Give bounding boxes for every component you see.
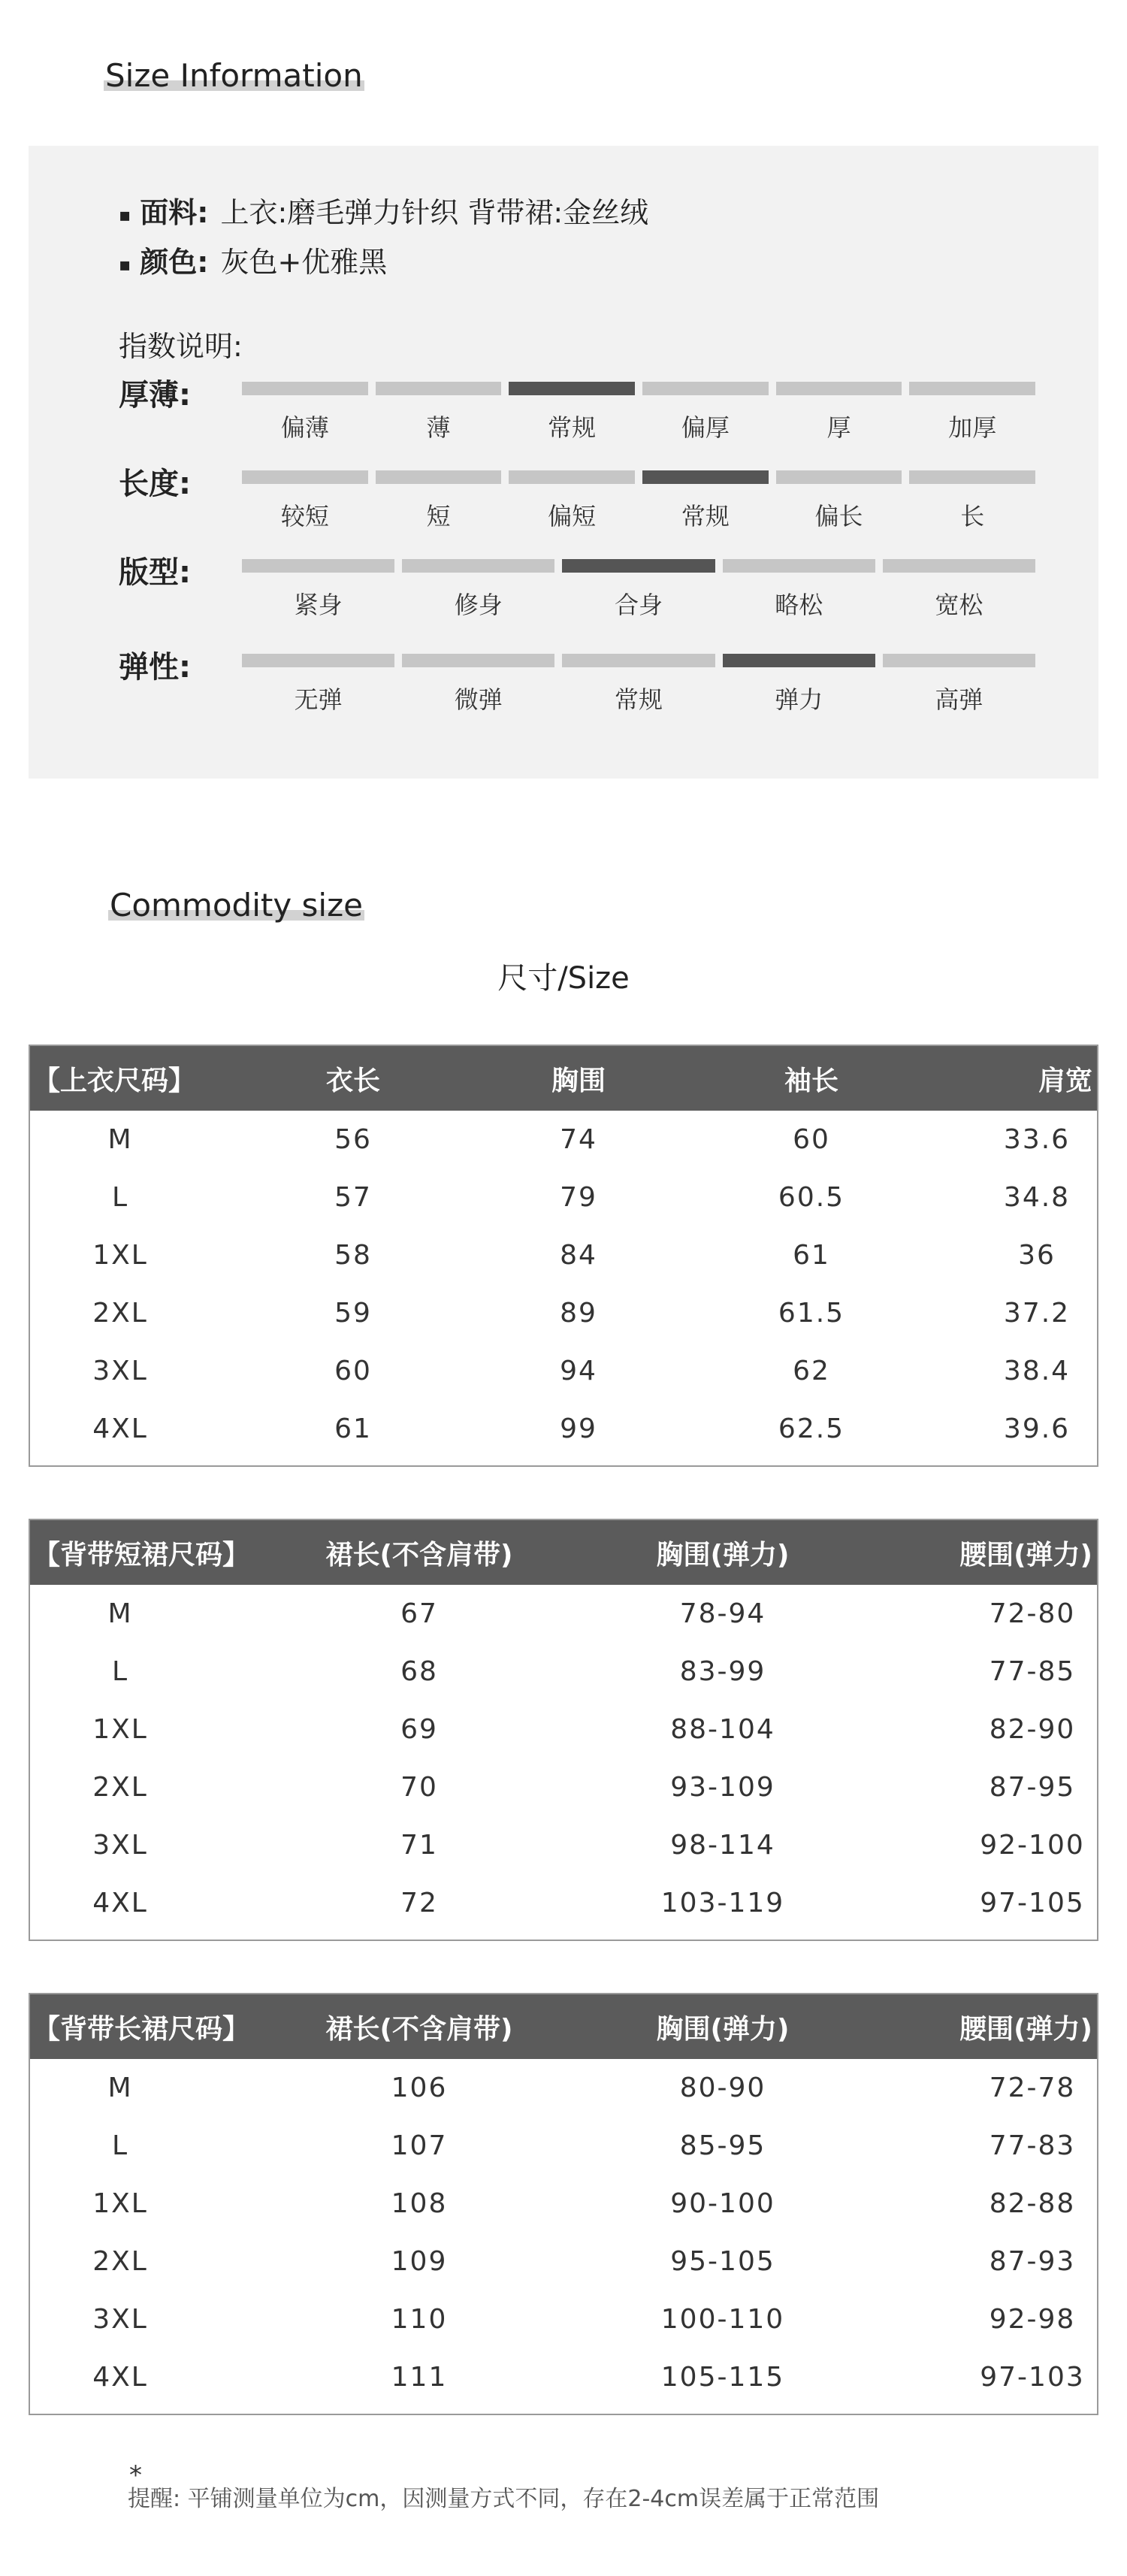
table-row xyxy=(30,1585,1097,1643)
table-cell: L xyxy=(111,1182,129,1213)
fabric-value: 上衣:磨毛弹力针织 背带裙:金丝绒 xyxy=(220,196,649,229)
index-row xyxy=(119,643,1035,718)
table-header-cell: 裙长(不含肩带) xyxy=(325,1539,513,1571)
index-option-label: 合身 xyxy=(615,591,663,619)
table-row xyxy=(30,1874,1097,1932)
index-option-label: 薄 xyxy=(426,413,451,442)
index-option-label: 加厚 xyxy=(948,413,997,442)
table-cell: 74 xyxy=(560,1124,597,1155)
table-cell: 72-80 xyxy=(989,1598,1076,1629)
table-cell: 62 xyxy=(793,1356,830,1386)
index-option-label: 常规 xyxy=(681,502,730,531)
table-header-row xyxy=(30,1046,1097,1111)
index-row-label: 弹性: xyxy=(119,650,191,685)
index-option-label: 偏薄 xyxy=(280,413,329,442)
index-row-label: 厚薄: xyxy=(119,378,191,413)
index-option-label: 略松 xyxy=(775,591,823,619)
index-bar xyxy=(509,382,635,395)
table-row xyxy=(30,2117,1097,2175)
index-option-label: 修身 xyxy=(454,591,503,619)
table-cell: 70 xyxy=(400,1772,438,1803)
size-information-title: Size Information xyxy=(105,57,363,94)
table-cell: 108 xyxy=(391,2188,448,2219)
table-cell: 60 xyxy=(793,1124,830,1155)
index-option-label: 长 xyxy=(960,502,985,531)
table-cell: 87-93 xyxy=(989,2246,1076,2277)
table-cell: 58 xyxy=(334,1240,372,1271)
table-cell: 2XL xyxy=(92,1298,148,1329)
table-row xyxy=(30,2175,1097,2233)
measurement-note xyxy=(128,2460,880,2513)
table-cell: 71 xyxy=(400,1830,438,1861)
index-option-label: 宽松 xyxy=(935,591,983,619)
table-cell: 85-95 xyxy=(679,2130,766,2161)
index-row xyxy=(119,549,1035,624)
table-cell: 56 xyxy=(334,1124,372,1155)
table-cell: 93-109 xyxy=(670,1772,775,1803)
index-bar xyxy=(376,382,502,395)
table-row xyxy=(30,2290,1097,2348)
table-cell: 2XL xyxy=(92,1772,148,1803)
table-header-cell: 裙长(不含肩带) xyxy=(325,2013,513,2045)
fabric-line xyxy=(119,189,648,231)
table-cell: 67 xyxy=(400,1598,438,1629)
index-bar xyxy=(776,382,902,395)
index-bar xyxy=(562,654,715,667)
table-cell: 61 xyxy=(334,1413,372,1444)
table-cell: 92-98 xyxy=(989,2304,1076,2335)
table-row xyxy=(30,2059,1097,2117)
index-option xyxy=(909,382,1035,443)
table-header-cell: 【背带短裙尺码】 xyxy=(33,1539,250,1571)
index-option xyxy=(642,382,769,443)
index-bar xyxy=(242,559,394,573)
index-option-selected xyxy=(723,654,875,715)
index-option-label: 偏厚 xyxy=(681,413,730,442)
index-option-selected xyxy=(509,382,635,443)
table-bottom-padding xyxy=(30,1458,1097,1465)
index-bar xyxy=(402,654,554,667)
index-bar xyxy=(642,382,769,395)
table-cell: 111 xyxy=(391,2362,448,2393)
table-cell: M xyxy=(107,1124,133,1155)
table-cell: L xyxy=(111,1656,129,1687)
table-cell: 84 xyxy=(560,1240,597,1271)
table-cell: 4XL xyxy=(92,2362,148,2393)
table-cell: 95-105 xyxy=(670,2246,775,2277)
asterisk-icon: * xyxy=(129,2460,142,2490)
table-cell: 72-78 xyxy=(989,2073,1076,2103)
index-bar xyxy=(883,654,1035,667)
index-option xyxy=(883,559,1035,621)
index-row-label: 长度: xyxy=(119,467,191,501)
table-bottom-padding xyxy=(30,1932,1097,1940)
size-info-panel xyxy=(29,146,1098,779)
table-cell: 106 xyxy=(391,2073,448,2103)
table-header-cell: 【上衣尺码】 xyxy=(33,1065,196,1096)
table-cell: 90-100 xyxy=(670,2188,775,2219)
table-cell: 38.4 xyxy=(1003,1356,1071,1386)
table-cell: 62.5 xyxy=(778,1413,845,1444)
bullet-icon: ▪ xyxy=(119,253,131,275)
index-title: 指数说明: xyxy=(119,330,243,363)
index-option xyxy=(909,470,1035,532)
size-table xyxy=(29,1519,1098,1941)
bullet-icon: ▪ xyxy=(119,204,131,225)
index-option-label: 高弹 xyxy=(935,685,983,714)
fabric-label: 面料: xyxy=(140,196,209,229)
table-cell: 39.6 xyxy=(1003,1413,1071,1444)
table-row xyxy=(30,1400,1097,1458)
table-cell: 99 xyxy=(560,1413,597,1444)
index-bar xyxy=(242,470,368,484)
index-option xyxy=(509,470,635,532)
index-option-label: 常规 xyxy=(548,413,597,442)
index-option-label: 紧身 xyxy=(294,591,343,619)
index-option-label: 无弹 xyxy=(294,685,343,714)
index-option-selected xyxy=(642,470,769,532)
index-option-label: 短 xyxy=(426,502,451,531)
table-row xyxy=(30,1758,1097,1816)
table-row xyxy=(30,1342,1097,1400)
table-header-row xyxy=(30,1994,1097,2059)
table-cell: M xyxy=(107,2073,133,2103)
table-row xyxy=(30,1701,1097,1758)
index-bar xyxy=(723,559,875,573)
table-cell: 60 xyxy=(334,1356,372,1386)
table-row xyxy=(30,1111,1097,1169)
note-text: 提醒: 平铺测量单位为cm，因测量方式不同，存在2-4cm误差属于正常范围 xyxy=(128,2486,880,2512)
table-cell: 4XL xyxy=(92,1413,148,1444)
index-bar xyxy=(242,654,394,667)
index-bar xyxy=(402,559,554,573)
index-option xyxy=(242,470,368,532)
table-cell: 61 xyxy=(793,1240,830,1271)
index-bar xyxy=(509,470,635,484)
index-option xyxy=(402,559,554,621)
table-cell: 61.5 xyxy=(778,1298,845,1329)
index-bar xyxy=(909,382,1035,395)
index-option xyxy=(242,559,394,621)
table-cell: 60.5 xyxy=(778,1182,845,1213)
table-cell: 33.6 xyxy=(1003,1124,1071,1155)
table-cell: 83-99 xyxy=(679,1656,766,1687)
index-scale xyxy=(242,382,1035,443)
table-cell: 97-103 xyxy=(980,2362,1085,2393)
index-option xyxy=(776,470,902,532)
size-table xyxy=(29,1045,1098,1467)
table-header-cell: 【背带长裙尺码】 xyxy=(33,2013,250,2045)
table-cell: 1XL xyxy=(92,1714,148,1745)
table-cell: 77-85 xyxy=(989,1656,1076,1687)
table-header-cell: 胸围 xyxy=(551,1065,606,1096)
table-cell: 80-90 xyxy=(679,2073,766,2103)
table-cell: 3XL xyxy=(92,2304,148,2335)
table-cell: 1XL xyxy=(92,2188,148,2219)
table-cell: 72 xyxy=(400,1888,438,1918)
table-row xyxy=(30,1284,1097,1342)
table-row xyxy=(30,1643,1097,1701)
index-option xyxy=(723,559,875,621)
index-option xyxy=(776,382,902,443)
table-cell: 82-88 xyxy=(989,2188,1076,2219)
table-header-cell: 腰围(弹力) xyxy=(959,1539,1092,1571)
table-cell: 109 xyxy=(391,2246,448,2277)
table-cell: 89 xyxy=(560,1298,597,1329)
index-option-label: 厚 xyxy=(826,413,851,442)
table-header-row xyxy=(30,1520,1097,1585)
index-option-label: 偏长 xyxy=(814,502,863,531)
index-scale xyxy=(242,654,1035,715)
table-header-cell: 袖长 xyxy=(784,1065,838,1096)
index-scale xyxy=(242,559,1035,621)
index-row xyxy=(119,460,1035,535)
index-option-label: 常规 xyxy=(615,685,663,714)
index-option xyxy=(376,470,502,532)
index-row-label: 版型: xyxy=(119,555,191,590)
table-cell: 3XL xyxy=(92,1830,148,1861)
table-cell: 2XL xyxy=(92,2246,148,2277)
index-bar xyxy=(376,470,502,484)
table-cell: 59 xyxy=(334,1298,372,1329)
table-cell: 94 xyxy=(560,1356,597,1386)
index-option-label: 偏短 xyxy=(548,502,597,531)
index-bar xyxy=(642,470,769,484)
color-label: 颜色: xyxy=(140,246,209,279)
index-option xyxy=(883,654,1035,715)
index-bar xyxy=(909,470,1035,484)
index-bar xyxy=(723,654,875,667)
table-row xyxy=(30,1226,1097,1284)
index-option-label: 较短 xyxy=(280,502,329,531)
table-cell: 82-90 xyxy=(989,1714,1076,1745)
table-cell: L xyxy=(111,2130,129,2161)
size-subtitle: 尺寸/Size xyxy=(497,961,630,996)
table-cell: 68 xyxy=(400,1656,438,1687)
table-cell: 1XL xyxy=(92,1240,148,1271)
table-header-cell: 胸围(弹力) xyxy=(656,1539,790,1571)
table-cell: 3XL xyxy=(92,1356,148,1386)
index-option xyxy=(376,382,502,443)
table-cell: 88-104 xyxy=(670,1714,775,1745)
index-option-label: 微弹 xyxy=(454,685,503,714)
table-cell: 57 xyxy=(334,1182,372,1213)
table-cell: 98-114 xyxy=(670,1830,775,1861)
table-cell: 77-83 xyxy=(989,2130,1076,2161)
table-cell: M xyxy=(107,1598,133,1629)
table-cell: 107 xyxy=(391,2130,448,2161)
table-cell: 100-110 xyxy=(660,2304,785,2335)
index-bar xyxy=(242,382,368,395)
table-cell: 37.2 xyxy=(1003,1298,1071,1329)
index-bar xyxy=(776,470,902,484)
table-cell: 87-95 xyxy=(989,1772,1076,1803)
index-option xyxy=(402,654,554,715)
table-cell: 92-100 xyxy=(980,1830,1085,1861)
index-option xyxy=(562,654,715,715)
index-option-selected xyxy=(562,559,715,621)
table-cell: 78-94 xyxy=(679,1598,766,1629)
table-header-cell: 腰围(弹力) xyxy=(959,2013,1092,2045)
table-cell: 69 xyxy=(400,1714,438,1745)
index-row xyxy=(119,371,1035,446)
index-bar xyxy=(883,559,1035,573)
table-cell: 105-115 xyxy=(660,2362,785,2393)
table-cell: 103-119 xyxy=(660,1888,785,1918)
table-cell: 34.8 xyxy=(1003,1182,1071,1213)
index-option-label: 弹力 xyxy=(775,685,823,714)
size-table xyxy=(29,1993,1098,2415)
table-row xyxy=(30,1816,1097,1874)
index-bar xyxy=(562,559,715,573)
index-option xyxy=(242,382,368,443)
table-cell: 97-105 xyxy=(980,1888,1085,1918)
table-row xyxy=(30,1169,1097,1226)
table-cell: 36 xyxy=(1018,1240,1056,1271)
commodity-size-title: Commodity size xyxy=(110,887,363,924)
color-value: 灰色+优雅黑 xyxy=(220,246,388,279)
index-scale xyxy=(242,470,1035,532)
color-line xyxy=(119,239,387,280)
table-header-cell: 衣长 xyxy=(325,1065,380,1096)
table-cell: 4XL xyxy=(92,1888,148,1918)
table-cell: 110 xyxy=(391,2304,448,2335)
table-row xyxy=(30,2348,1097,2406)
table-row xyxy=(30,2233,1097,2290)
index-option xyxy=(242,654,394,715)
table-cell: 79 xyxy=(560,1182,597,1213)
table-header-cell: 胸围(弹力) xyxy=(656,2013,790,2045)
table-bottom-padding xyxy=(30,2406,1097,2414)
table-header-cell: 肩宽 xyxy=(1038,1065,1092,1096)
